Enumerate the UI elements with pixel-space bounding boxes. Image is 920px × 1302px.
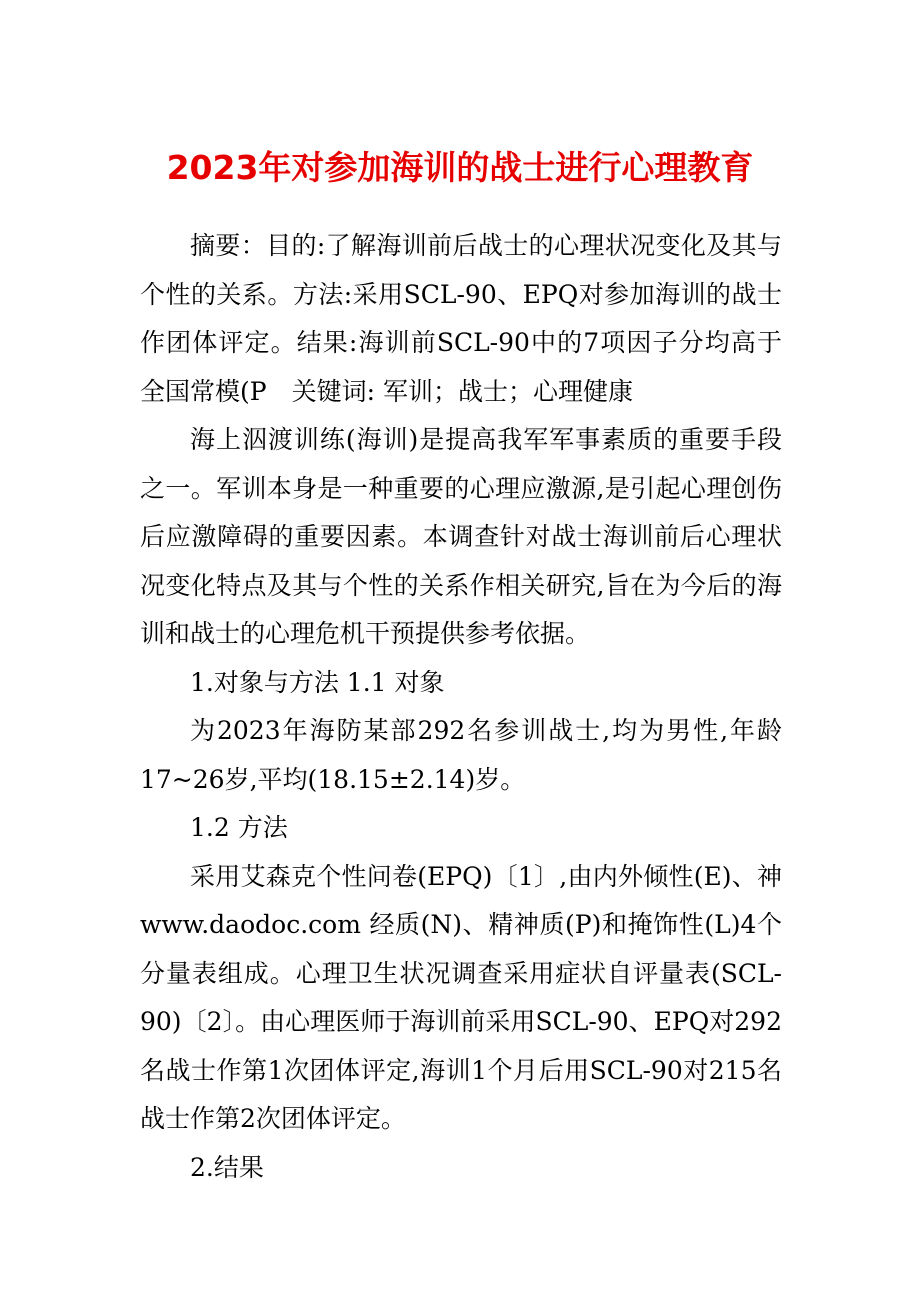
- intro-paragraph: 海上泅渡训练(海训)是提高我军军事素质的重要手段之一。军训本身是一种重要的心理应激源,是引起心理创伤后应激障碍的重要因素。本调查针对战士海训前后心理状况变化特点及其与个性的关系作相关研究,旨在为今后的海训和战士的心理危机干预提供参考依据。: [140, 425, 782, 648]
- subjects-paragraph: 为2023年海防某部292名参训战士,均为男性,年龄17~26岁,平均(18.15±2.14)岁。: [140, 716, 782, 794]
- document-body: [140, 222, 782, 1192]
- abstract-paragraph: 摘要：目的:了解海训前后战士的心理状况变化及其与个性的关系。方法:采用SCL-90、EPQ对参加海训的战士作团体评定。结果:海训前SCL-90中的7项因子分均高于全国常模(P 关键词: 军训；战士；心理健康: [140, 231, 782, 406]
- section-heading-methods: 1.2 方法: [190, 813, 288, 842]
- document-title: 2023年对参加海训的战士进行心理教育: [166, 148, 754, 187]
- section-heading-results: 2.结果: [190, 1152, 264, 1182]
- methods-paragraph: 采用艾森克个性问卷(EPQ)〔1〕,由内外倾性(E)、神www.daodoc.com 经质(N)、精神质(P)和掩饰性(L)4个分量表组成。心理卫生状况调查采用症状自评量表(SCL-90)〔2〕。由心理医师于海训前采用SCL-90、EPQ对292名战士作第1次团体评定,海训1个月后用SCL-90对215名战士作第2次团体评定。: [140, 861, 782, 1133]
- section-heading-subjects: 1.对象与方法 1.1 对象: [190, 667, 445, 697]
